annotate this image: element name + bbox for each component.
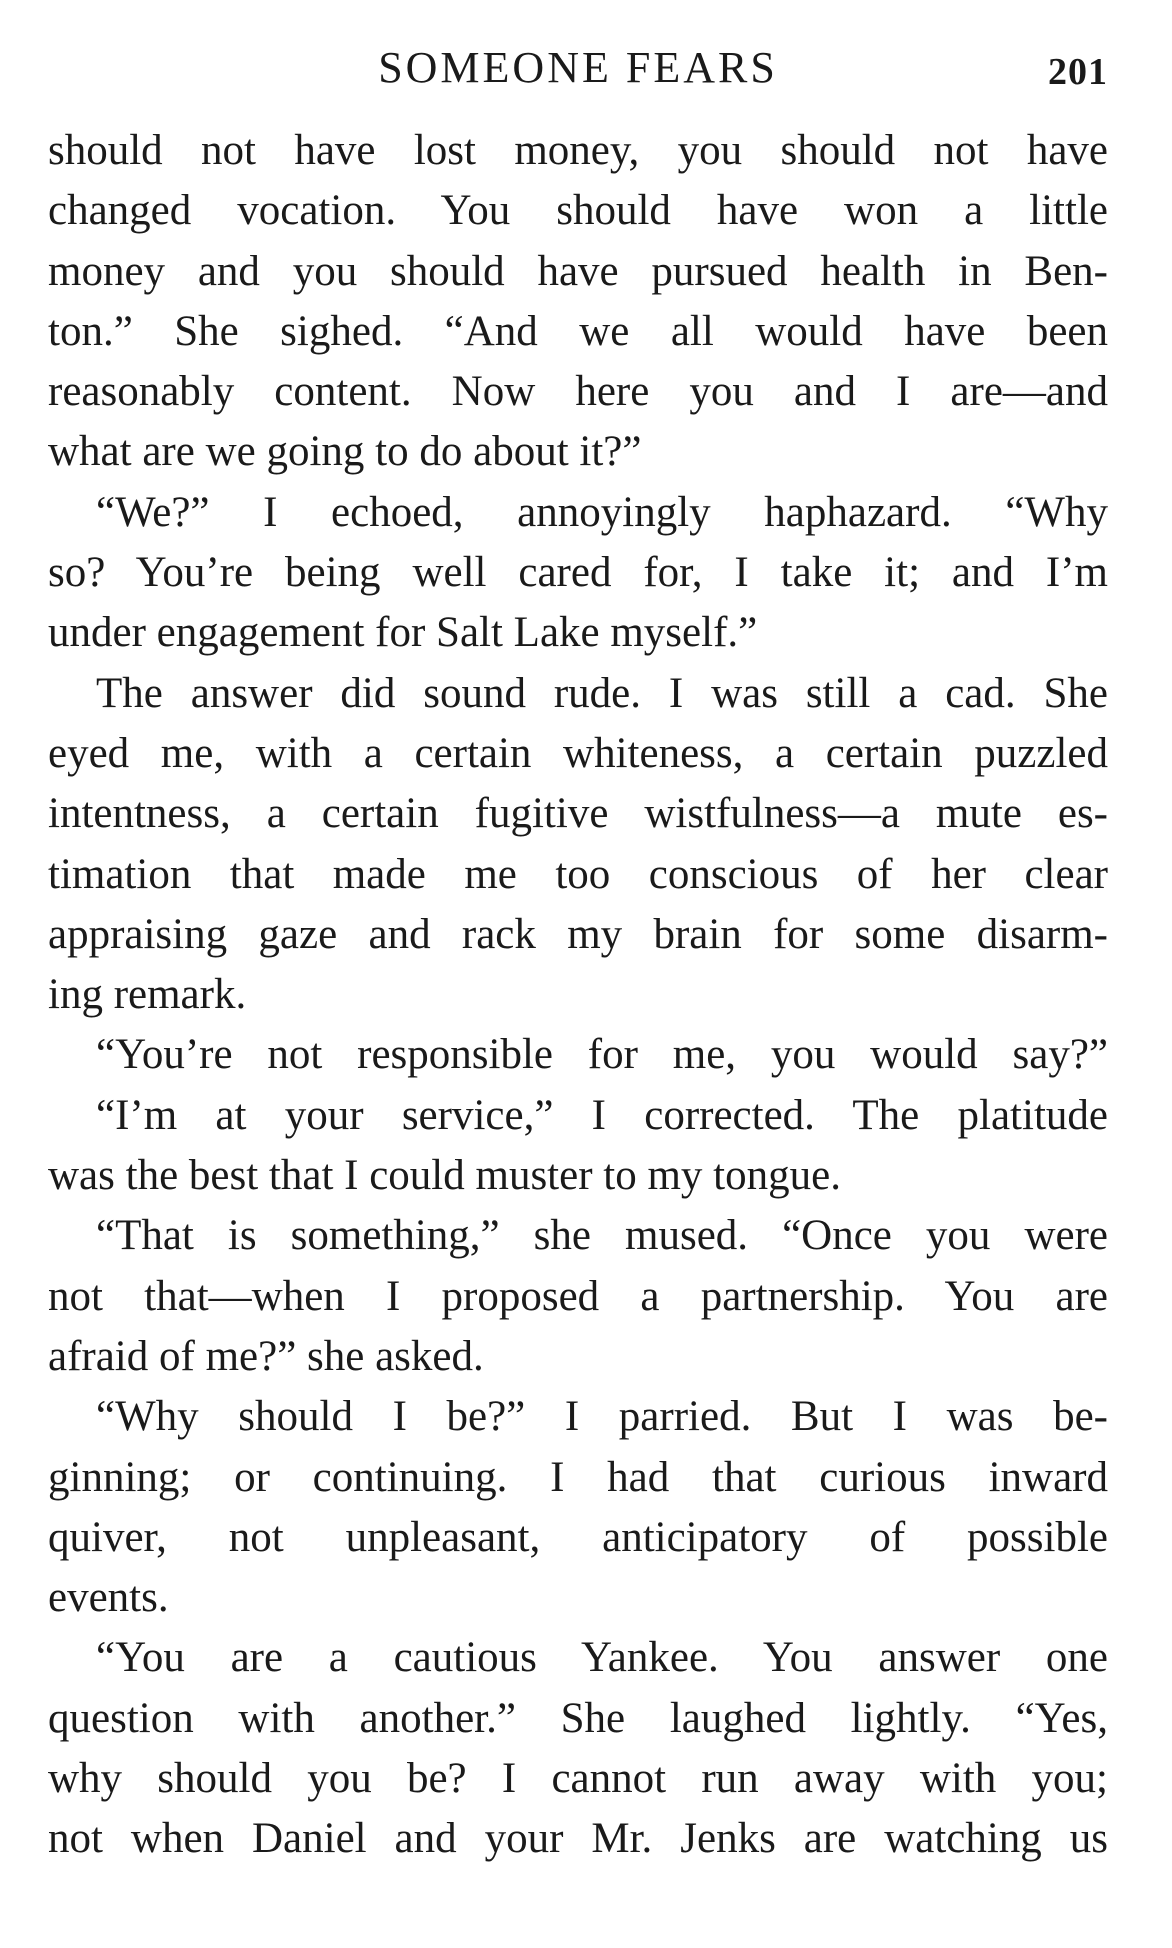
text-line: “Why should I be?” I parried. But I was be- [96,1393,1108,1441]
text-line: not when Daniel and your Mr. Jenks are watching us [48,1815,1108,1863]
text-line: reasonably content. Now here you and I are—and [48,368,1108,416]
text-line: intentness, a certain fugitive wistfulness—a mute es- [48,790,1108,838]
text-line: what are we going to do about it?” [48,428,642,476]
text-line: afraid of me?” she asked. [48,1332,484,1380]
chapter-title: SOMEONE FEARS [378,43,778,92]
text-line: The answer did sound rude. I was still a cad. She [96,669,1108,717]
text-line: money and you should have pursued health in Ben- [48,247,1108,295]
text-line: was the best that I could muster to my tongue. [48,1152,841,1200]
text-line: events. [48,1574,169,1622]
text-line: under engagement for Salt Lake myself.” [48,609,758,657]
running-head [48,38,1108,98]
text-line: timation that made me too conscious of her clear [48,850,1108,898]
text-line: why should you be? I cannot run away with you; [48,1755,1108,1803]
text-line: ing remark. [48,971,247,1019]
text-line: not that—when I proposed a partnership. You are [48,1272,1108,1320]
text-line: “You’re not responsible for me, you would say?” [96,1031,1108,1079]
text-line: question with another.” She laughed lightly. “Yes, [48,1694,1108,1742]
text-line: “We?” I echoed, annoyingly haphazard. “Why [96,488,1108,536]
text-line: ton.” She sighed. “And we all would have been [48,307,1108,355]
text-line: “I’m at your service,” I corrected. The platitude [96,1091,1108,1139]
text-line: eyed me, with a certain whiteness, a certain puzzled [48,729,1108,777]
text-line: “That is something,” she mused. “Once you were [96,1212,1108,1260]
text-line: changed vocation. You should have won a little [48,187,1108,235]
body-text [48,121,1108,1870]
text-line: ginning; or continuing. I had that curious inward [48,1453,1108,1501]
page-number: 201 [1048,51,1108,93]
text-line: so? You’re being well cared for, I take it; and I’m [48,549,1108,597]
text-line: appraising gaze and rack my brain for some disarm- [48,910,1108,958]
text-line: should not have lost money, you should not have [48,127,1108,174]
text-line: “You are a cautious Yankee. You answer one [96,1634,1108,1682]
text-line: quiver, not unpleasant, anticipatory of possible [48,1513,1108,1561]
